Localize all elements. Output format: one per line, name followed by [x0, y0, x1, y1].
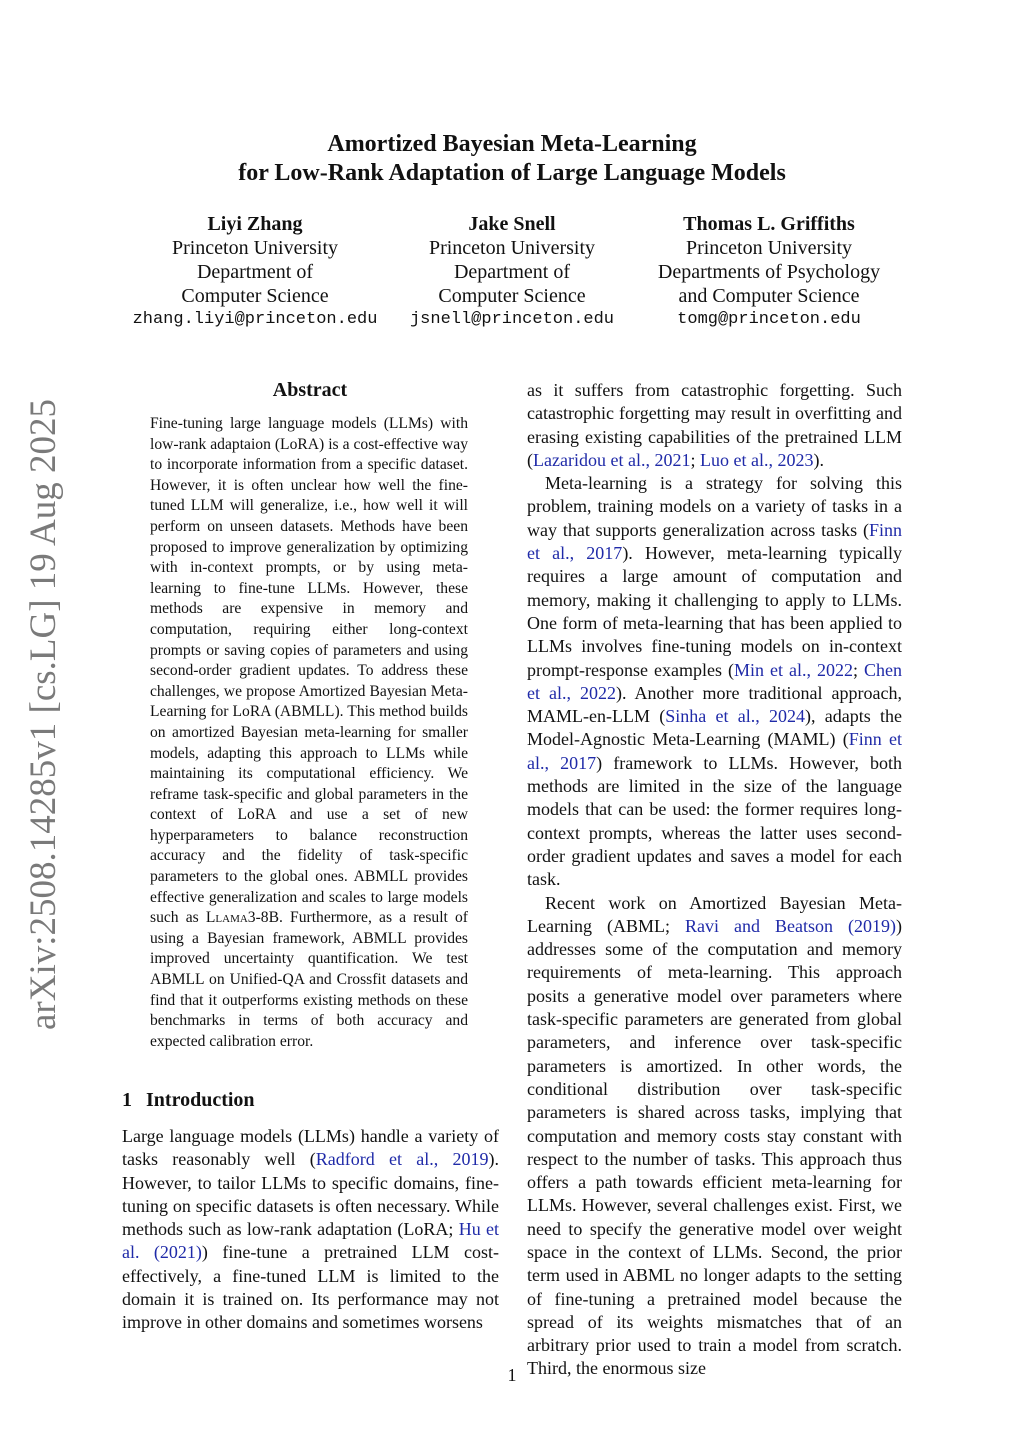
title-line-2: for Low-Rank Adaptation of Large Language Models	[238, 160, 786, 186]
body-paragraph	[527, 379, 902, 472]
right-column	[527, 379, 902, 1381]
author-email[interactable]: tomg@princeton.edu	[677, 310, 861, 329]
body-text: ), adapts the Model-Agnostic Meta-Learning (MAML) (	[527, 706, 902, 750]
body-text: Meta-learning is a strategy for solving this problem, training models on a variety of tasks in a way that supports generalization across tasks (	[527, 473, 902, 540]
author-department: Computer Science	[181, 285, 329, 307]
citation-link[interactable]: Finn et al., 2017	[527, 729, 902, 773]
intro-text: ) fine-tune a pretrained LLM cost-effectively, a fine-tuned LLM is limited to the domain it is trained on. Its performance may not improve in other domains and sometimes worsens	[122, 1242, 499, 1333]
citation-link[interactable]: Luo et al., 2023	[699, 449, 814, 470]
author-department: Department of	[453, 261, 571, 283]
author-name: Jake Snell	[468, 213, 556, 235]
intro-text: ). However, to tailor LLMs to specific domains, fine-tuning on specific datasets is often necessary. While methods such as low-rank adaptation (LoRA;	[122, 1149, 500, 1240]
abstract-heading: Abstract	[272, 379, 348, 401]
author-name: Thomas L. Griffiths	[683, 213, 855, 235]
body-text: ;	[852, 659, 864, 680]
model-name: Llama	[205, 909, 248, 927]
citation-link[interactable]: Ravi and Beatson (2019)	[685, 915, 897, 936]
body-text: ;	[690, 449, 700, 470]
body-text: ). Another more traditional approach, MAML-en-LLM (	[527, 682, 902, 727]
body-text: Recent work on Amortized Bayesian Meta-Learning (ABML;	[527, 892, 902, 936]
citation-link[interactable]: Min et al., 2022	[733, 659, 853, 680]
section-heading	[122, 1088, 255, 1112]
abstract-text	[150, 414, 468, 1052]
body-text: ).	[813, 449, 824, 470]
author-affiliation: Princeton University	[428, 237, 596, 259]
author-department: Department of	[196, 261, 314, 283]
citation-link[interactable]: Sinha et al., 2024	[665, 706, 805, 727]
intro-text: Large language models (LLMs) handle a variety of tasks reasonably well (	[122, 1126, 499, 1170]
author-department: Computer Science	[438, 285, 586, 307]
page-number: 1	[507, 1365, 517, 1385]
citation-link[interactable]: Radford et al., 2019	[315, 1149, 489, 1170]
body-text: ) framework to LLMs. However, both methods are limited in the size of the language models that can be used: the former requires long-context prompts, whereas the latter uses second-order gradient updates and saves a model for each task.	[527, 752, 902, 890]
abstract-text-part: Fine-tuning large language models (LLMs) with low-rank adaptaion (LoRA) is a cost-effective way to incorporate information from a specific dataset. However, it is often unclear how well the fine-tuned LLM will generalize, i.e., how well it will perform on unseen datasets. Methods have been proposed to improve generalization by optimizing with in-context prompts, or by using meta-learning to fine-tune LLMs. However, these methods are expensive in memory and computation, requiring either long-context prompts or saving copies of parameters and using second-order gradient updates. To address these challenges, we propose Amortized Bayesian Meta-Learning for LoRA (ABMLL). This method builds on amortized Bayesian meta-learning for smaller models, adapting this approach to LLMs while maintaining its computational efficiency. We reframe task-specific and global parameters in the context of LoRA and use a set of new hyperparameters to balance reconstruction accuracy and the fidelity of task-specific parameters to the global ones. ABMLL provides effective generalization and scales to large models such as	[150, 415, 468, 927]
body-text: as it suffers from catastrophic forgetting. Such catastrophic forgetting may result in overfitting and erasing existing capabilities of the pretrained LLM (	[527, 380, 902, 470]
paper-title	[0, 130, 1024, 188]
citation-link[interactable]: Hu et al. (2021)	[122, 1219, 499, 1263]
title-line-1: Amortized Bayesian Meta-Learning	[327, 131, 697, 157]
arxiv-identifier: arXiv:2508.14285v1 [cs.LG] 19 Aug 2025	[23, 399, 64, 1030]
body-paragraph	[527, 472, 902, 891]
body-text: ) addresses some of the computation and memory requirements of meta-learning. This approach posits a generative model over parameters where task-specific parameters are generated from global parameters, and inference over task-specific parameters is amortized. In other words, the conditional distribution over task-specific parameters is shared across tasks, implying that computation and memory costs stay constant with respect to the number of tasks. This approach thus offers a path towards efficient meta-learning for LLMs. However, several challenges exist. First, we need to specify the generative model over weight space in the context of LLMs. Second, the prior term used in ABML no longer adapts to the setting of fine-tuning a pretrained model because the spread of its weights mismatches that of an arbitrary prior used to train a model from scratch. Third, the enormous size	[527, 915, 903, 1379]
citation-link[interactable]: Lazaridou et al., 2021	[533, 449, 691, 470]
body-paragraph	[527, 892, 902, 1381]
author-affiliation: Princeton University	[171, 237, 339, 259]
body-text: ). However, meta-learning typically requires a large amount of computation and memory, making it challenging to apply to LLMs. One form of meta-learning that has been applied to LLMs involves fine-tuning models on in-context prompt-response examples (	[527, 543, 902, 680]
author-block	[377, 212, 647, 332]
author-department: Departments of Psychology	[657, 261, 881, 283]
author-email[interactable]: jsnell@princeton.edu	[409, 310, 615, 329]
intro-paragraph	[122, 1125, 499, 1335]
section-number: 1	[122, 1089, 132, 1111]
citation-link[interactable]: Finn et al., 2017	[527, 519, 902, 564]
author-email[interactable]: zhang.liyi@princeton.edu	[132, 310, 378, 329]
author-block	[120, 212, 390, 332]
author-name: Liyi Zhang	[207, 213, 303, 235]
abstract-text-part: . Furthermore, as a result of using a Bayesian framework, ABMLL provides improved uncertainty quantification. We test ABMLL on Unified-QA and Crossfit datasets and find that it outperforms existing methods on these benchmarks in terms of both accuracy and expected calibration error.	[150, 909, 469, 1050]
author-affiliation: Princeton University	[685, 237, 853, 259]
section-title: Introduction	[146, 1089, 255, 1111]
model-suffix: 3-8B	[247, 909, 279, 927]
author-block	[634, 212, 904, 332]
author-department: and Computer Science	[678, 285, 860, 307]
citation-link[interactable]: Chen et al., 2022	[527, 659, 902, 703]
